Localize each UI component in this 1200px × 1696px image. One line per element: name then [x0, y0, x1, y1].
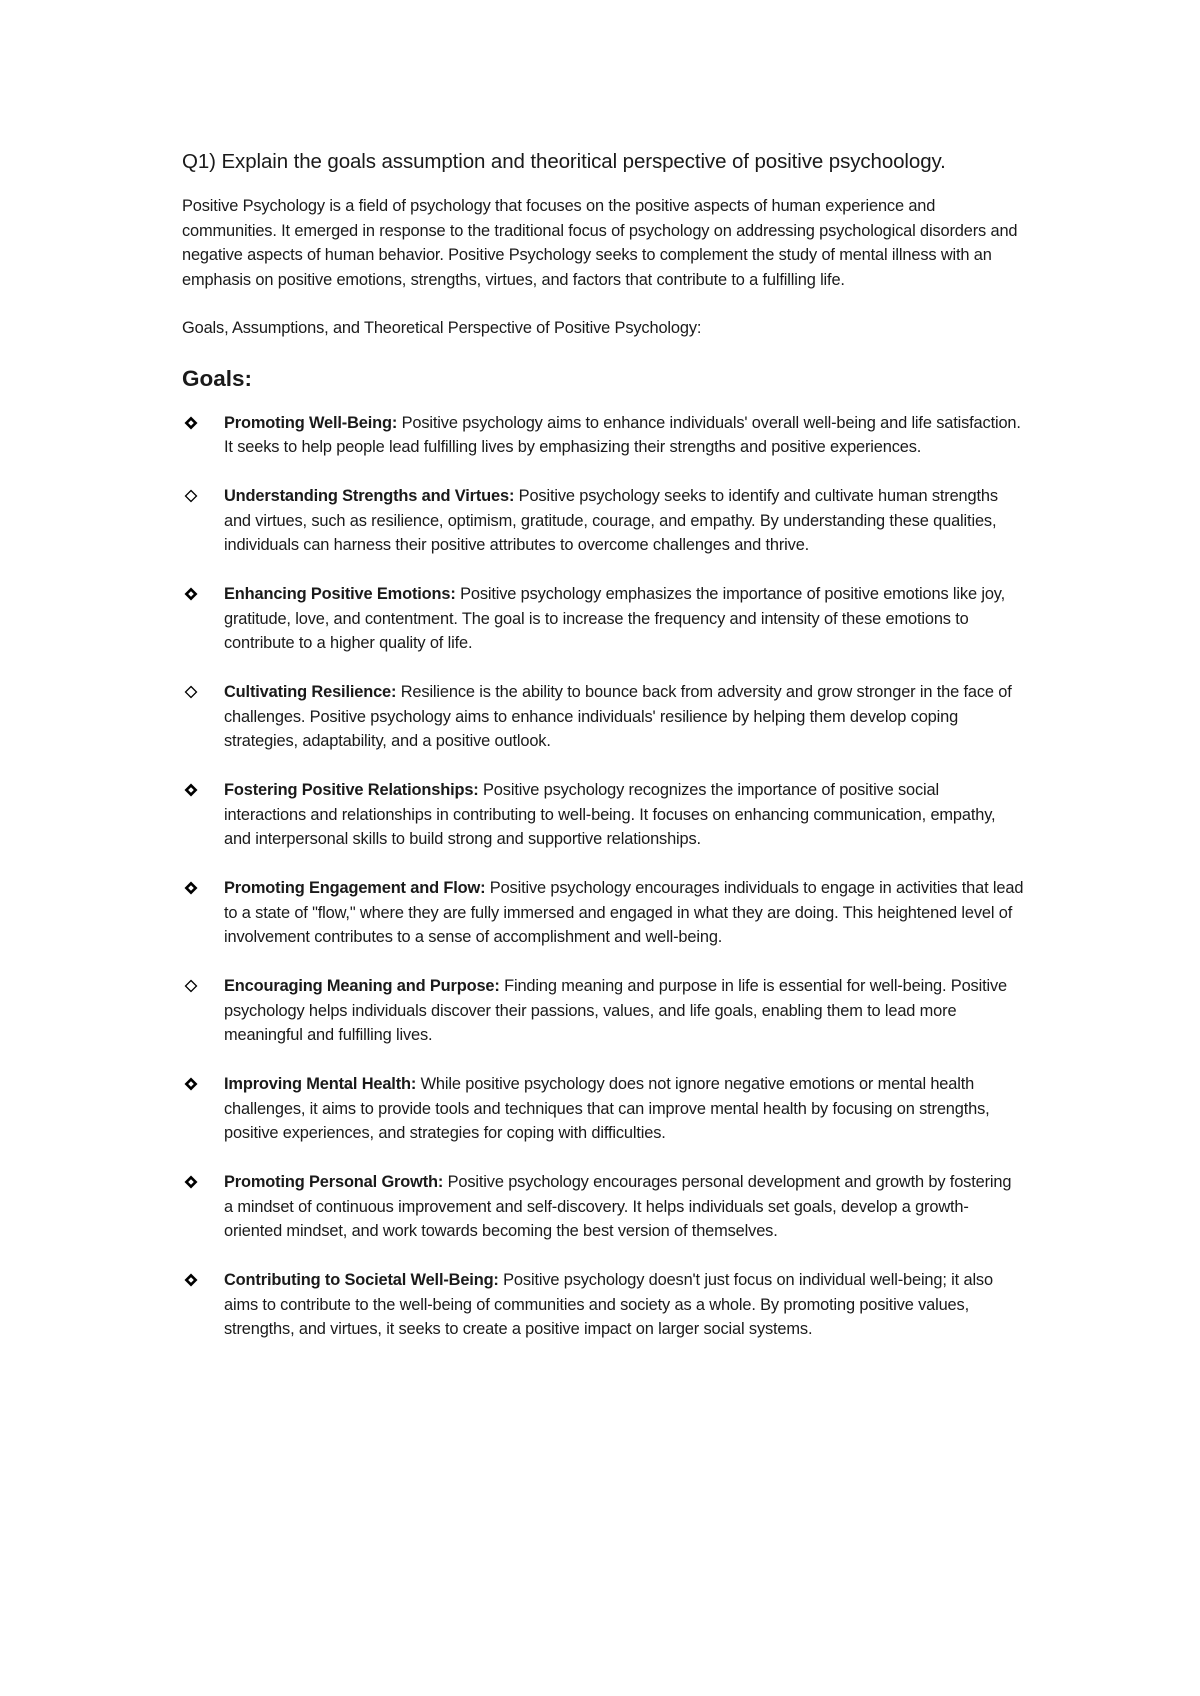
goal-description: Finding meaning and purpose in life is essential for well-being. Positive psychology helps individuals discover their passions, values, and life goals, enabling them to lead more meaningful and fulfilling lives.: [224, 977, 1007, 1044]
diamond-outline-bullet-icon: [184, 489, 198, 503]
goal-description: Positive psychology encourages individuals to engage in activities that lead to a state of "flow," where they are fully immersed and engaged in what they are doing. This heightened level of involvement contributes to a sense of accomplishment and well-being.: [224, 879, 1024, 946]
goal-description: Positive psychology doesn't just focus on individual well-being; it also aims to contribute to the well-being of communities and society as a whole. By promoting positive values, strengths, and virtues, it seeks to create a positive impact on larger social systems.: [224, 1271, 993, 1338]
diamond-filled-bullet-icon: [184, 881, 198, 895]
goal-title: Understanding Strengths and Virtues:: [224, 487, 515, 505]
goal-list-item: [182, 1072, 1024, 1146]
section-subheading: Goals, Assumptions, and Theoretical Perspective of Positive Psychology:: [182, 319, 702, 337]
goals-list: [182, 411, 1024, 1342]
goal-list-item: [182, 411, 1024, 460]
intro-paragraph: Positive Psychology is a field of psychology that focuses on the positive aspects of human experience and communities. It emerged in response to the traditional focus of psychology on addressing psychological disorders and negative aspects of human behavior. Positive Psychology seeks to complement the study of mental illness with an emphasis on positive emotions, strengths, virtues, and factors that contribute to a fulfilling life.: [182, 197, 1018, 289]
diamond-filled-bullet-icon: [184, 416, 198, 430]
goal-description: Positive psychology recognizes the importance of positive social interactions and relationships in contributing to well-being. It focuses on enhancing communication, empathy, and interpersonal skills to build strong and supportive relationships.: [224, 781, 996, 848]
goal-title: Promoting Engagement and Flow:: [224, 879, 486, 897]
goal-list-item: [182, 778, 1024, 852]
goal-title: Enhancing Positive Emotions:: [224, 585, 456, 603]
goal-title: Promoting Well-Being:: [224, 413, 398, 432]
diamond-filled-bullet-icon: [184, 1077, 198, 1091]
goal-list-item: [182, 680, 1024, 754]
goal-description: Positive psychology aims to enhance individuals' overall well-being and life satisfaction. It seeks to help people lead fulfilling lives by emphasizing their strengths and positive experiences.: [224, 413, 1021, 456]
diamond-outline-bullet-icon: [184, 979, 198, 993]
goal-description: Positive psychology encourages personal development and growth by fostering a mindset of continuous improvement and self-discovery. It helps individuals set goals, develop a growth-oriented mindset, and work towards becoming the best version of themselves.: [224, 1173, 1012, 1240]
goal-list-item: [182, 1268, 1024, 1342]
diamond-filled-bullet-icon: [184, 783, 198, 797]
goal-list-item: [182, 582, 1024, 656]
goal-description: Positive psychology emphasizes the importance of positive emotions like joy, gratitude, love, and contentment. The goal is to increase the frequency and intensity of these emotions to contribute to a higher quality of life.: [224, 585, 1006, 652]
diamond-outline-bullet-icon: [184, 685, 198, 699]
diamond-filled-bullet-icon: [184, 1273, 198, 1287]
goal-list-item: [182, 974, 1024, 1048]
goal-description: Positive psychology seeks to identify and cultivate human strengths and virtues, such as resilience, optimism, gratitude, courage, and empathy. By understanding these qualities, individuals can harness their positive attributes to overcome challenges and thrive.: [224, 487, 998, 554]
goal-description: While positive psychology does not ignore negative emotions or mental health challenges, it aims to provide tools and techniques that can improve mental health by focusing on strengths, positive experiences, and strategies for coping with difficulties.: [224, 1075, 990, 1142]
goal-title: Improving Mental Health:: [224, 1075, 417, 1093]
document-content: [182, 148, 1024, 1366]
goal-title: Contributing to Societal Well-Being:: [224, 1271, 499, 1289]
goal-title: Encouraging Meaning and Purpose:: [224, 977, 500, 995]
goal-description: Resilience is the ability to bounce back from adversity and grow stronger in the face of challenges. Positive psychology aims to enhance individuals' resilience by helping them develop coping strategies, adaptability, and a positive outlook.: [224, 683, 1012, 750]
goal-list-item: [182, 1170, 1024, 1244]
goal-title: Promoting Personal Growth:: [224, 1173, 444, 1191]
question-title: Q1) Explain the goals assumption and theoritical perspective of positive psychoology.: [182, 150, 946, 173]
diamond-filled-bullet-icon: [184, 1175, 198, 1189]
goals-heading: Goals:: [182, 365, 253, 391]
goal-title: Fostering Positive Relationships:: [224, 781, 479, 799]
diamond-filled-bullet-icon: [184, 587, 198, 601]
goal-list-item: [182, 484, 1024, 558]
goal-list-item: [182, 876, 1024, 950]
goal-title: Cultivating Resilience:: [224, 683, 397, 701]
